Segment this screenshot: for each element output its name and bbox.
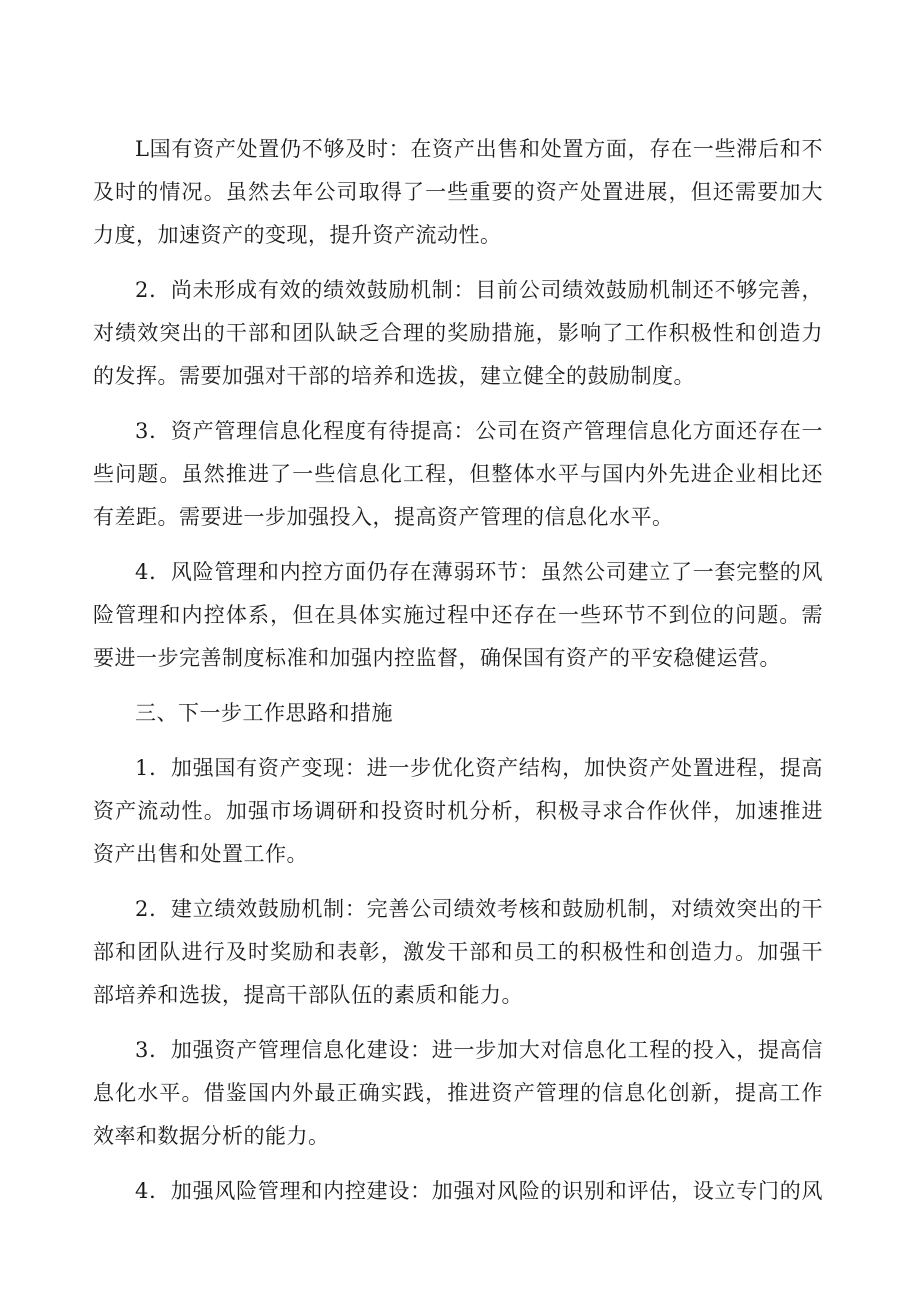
text-line: 3．加强资产管理信息化建设：进一步加大对信息化工程的投入，提高信 (135, 1038, 823, 1062)
text-line: 及时的情况。虽然去年公司取得了一些重要的资产处置进展，但还需要加大 (93, 180, 823, 204)
paragraph-risk-build (93, 1170, 823, 1213)
text-line: 资产流动性。加强市场调研和投资时机分析，积极寻求合作伙伴，加速推进 (93, 799, 823, 823)
paragraph-build-incentive (93, 888, 823, 1017)
text-line: 1．加强国有资产变现：进一步优化资产结构，加快资产处置进程，提高 (135, 756, 823, 780)
text-line: 息化水平。借鉴国内外最正确实践，推进资产管理的信息化创新，提高工作 (93, 1081, 823, 1105)
paragraph-incentive-mechanism (93, 269, 823, 398)
text-line: 险管理和内控体系，但在具体实施过程中还存在一些环节不到位的问题。需 (93, 603, 823, 627)
paragraph-risk-control (93, 551, 823, 680)
section-heading: 三、下一步工作思路和措施 (135, 701, 393, 725)
text-line: 部和团队进行及时奖励和表彰，激发干部和员工的积极性和创造力。加强干 (93, 940, 823, 964)
paragraph-informatization (93, 410, 823, 539)
paragraph-asset-realization (93, 747, 823, 876)
text-line: 的发挥。需要加强对干部的培养和选拔，建立健全的鼓励制度。 (93, 364, 695, 388)
text-line: 要进一步完善制度标准和加强内控监督，确保国有资产的平安稳健运营。 (93, 646, 781, 670)
document-body (93, 128, 823, 1225)
paragraph-asset-disposal (93, 128, 823, 257)
text-line: 3．资产管理信息化程度有待提高：公司在资产管理信息化方面还存在一 (135, 419, 823, 443)
text-line: 2．尚未形成有效的绩效鼓励机制：目前公司绩效鼓励机制还不够完善， (135, 278, 823, 302)
text-line: 些问题。虽然推进了一些信息化工程，但整体水平与国内外先进企业相比还 (93, 462, 823, 486)
text-line: 效率和数据分析的能力。 (93, 1124, 330, 1148)
text-line: L国有资产处置仍不够及时：在资产出售和处置方面，存在一些滞后和不 (135, 137, 823, 161)
text-line: 4．风险管理和内控方面仍存在薄弱环节：虽然公司建立了一套完整的风 (135, 560, 823, 584)
text-line: 部培养和选拔，提高干部队伍的素质和能力。 (93, 983, 523, 1007)
section-heading-next-steps (93, 692, 823, 735)
text-line: 力度，加速资产的变现，提升资产流动性。 (93, 223, 502, 247)
paragraph-informatization-build (93, 1029, 823, 1158)
text-line: 4．加强风险管理和内控建设：加强对风险的识别和评估，设立专门的风 (135, 1179, 823, 1203)
text-line: 对绩效突出的干部和团队缺乏合理的奖励措施，影响了工作积极性和创造力 (93, 321, 823, 345)
text-line: 资产出售和处置工作。 (93, 842, 308, 866)
text-line: 2．建立绩效鼓励机制：完善公司绩效考核和鼓励机制，对绩效突出的干 (135, 897, 823, 921)
text-line: 有差距。需要进一步加强投入，提高资产管理的信息化水平。 (93, 505, 674, 529)
